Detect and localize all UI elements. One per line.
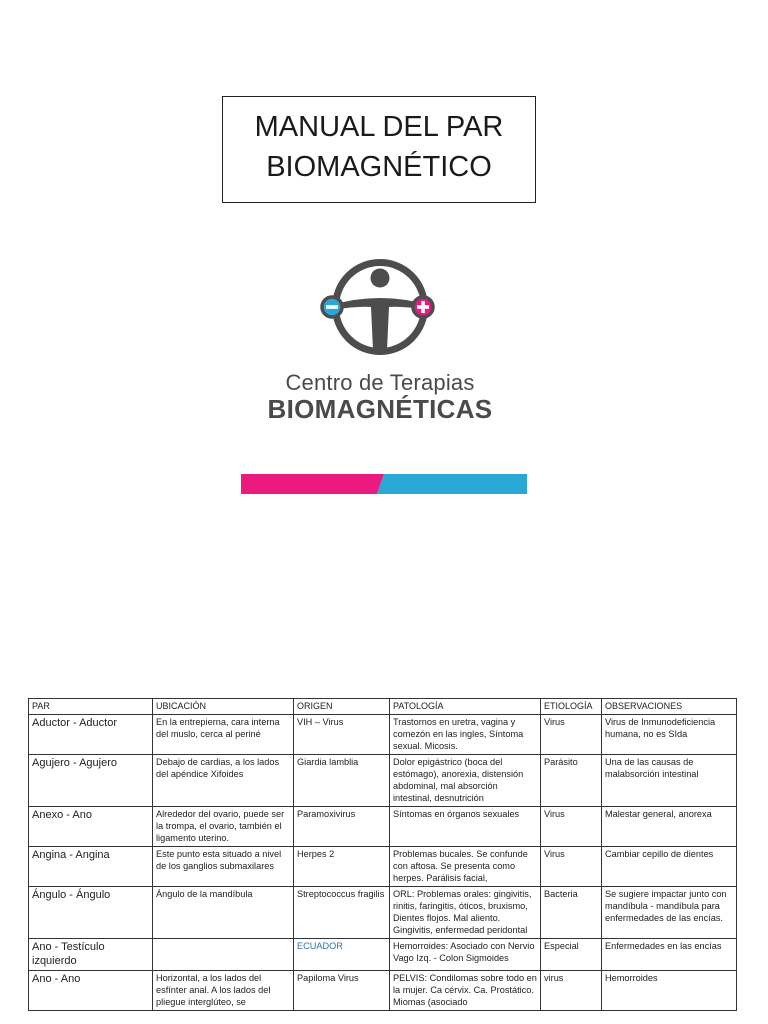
cell-etiologia: Especial [541,939,602,971]
table-row [29,807,737,847]
cell-origen-link[interactable]: ECUADOR [294,939,390,971]
document-title-line-1: MANUAL DEL PAR [254,111,504,143]
cell-ubicacion: Horizontal, a los lados del esfínter anal. A los lados del pliegue interglúteo, se [153,971,294,1011]
cell-par: Aductor - Aductor [29,715,153,755]
cell-ubicacion: En la entrepierna, cara interna del muslo, cerca al periné [153,715,294,755]
cell-etiologia: Bacteria [541,887,602,939]
brand-bar-pink [241,474,384,494]
cell-ubicacion [153,939,294,971]
cell-par: Ano - Testículo izquierdo [29,939,153,971]
cell-par: Angina - Angina [29,847,153,887]
cell-par: Anexo - Ano [29,807,153,847]
cell-origen: Streptococcus fragilis [294,887,390,939]
cell-origen: VIH – Virus [294,715,390,755]
cell-patologia: Dolor epigástrico (boca del estómago), anorexia, distensión abdominal, mal absorción intestinal, desnutrición [390,755,541,807]
cell-etiologia: virus [541,971,602,1011]
cell-etiologia: Virus [541,715,602,755]
cell-origen: Papiloma Virus [294,971,390,1011]
brand-color-bar [241,474,527,494]
cell-observaciones: Cambiar cepillo de dientes [602,847,737,887]
cell-ubicacion: Alrededor del ovario, puede ser la trompa, el ovario, también el ligamento uterino. [153,807,294,847]
header-origen: ORIGEN [294,699,390,715]
cell-observaciones: Virus de Inmunodeficiencia humana, no es SIda [602,715,737,755]
logo-text-line-1: Centro de Terapias [285,370,475,395]
brand-bar-blue [377,474,527,494]
cell-observaciones: Enfermedades en las encías [602,939,737,971]
cell-patologia: Hemorroides: Asociado con Nervio Vago Izq. - Colon Sigmoides [390,939,541,971]
header-etiologia: ETIOLOGÍA [541,699,602,715]
cell-observaciones: Se sugiere impactar junto con mandíbula - mandíbula para enfermedades de las encías. [602,887,737,939]
cell-observaciones: Hemorroides [602,971,737,1011]
cell-origen: Giardia lamblia [294,755,390,807]
cell-ubicacion: Este punto esta situado a nivel de los ganglios submaxilares [153,847,294,887]
cell-ubicacion: Ángulo de la mandíbula [153,887,294,939]
cell-patologia: Trastornos en uretra, vagina y comezón en las ingles, Síntoma sexual. Micosis. [390,715,541,755]
table-row [29,971,737,1011]
cell-etiologia: Virus [541,807,602,847]
logo-head [371,269,390,288]
document-title-line-2: BIOMAGNÉTICO [266,151,492,183]
cell-par: Ángulo - Ángulo [29,887,153,939]
table-row [29,887,737,939]
cell-etiologia: Virus [541,847,602,887]
cell-patologia: Síntomas en órganos sexuales [390,807,541,847]
logo-text-line-2: BIOMAGNÉTICAS [267,394,493,424]
cell-patologia: Problemas bucales. Se confunde con aftosa. Se presenta como herpes. Parálisis facial, [390,847,541,887]
biomagnetic-figure-icon [318,258,440,358]
cell-ubicacion: Debajo de cardias, a los lados del apéndice Xifoides [153,755,294,807]
table-row [29,755,737,807]
cell-origen: Paramoxivirus [294,807,390,847]
table-row [29,939,737,971]
header-patologia: PATOLOGÍA [390,699,541,715]
cell-par: Agujero - Agujero [29,755,153,807]
cell-patologia: PELVIS: Condilomas sobre todo en la mujer. Ca cérvix. Ca. Prostático. Miomas (asociado [390,971,541,1011]
cell-origen: Herpes 2 [294,847,390,887]
header-par: PAR [29,699,153,715]
header-ubicacion: UBICACIÓN [153,699,294,715]
par-table [28,698,737,1011]
table-header-row [29,699,737,715]
table-row [29,847,737,887]
table-row [29,715,737,755]
cell-etiologia: Parásito [541,755,602,807]
header-observaciones: OBSERVACIONES [602,699,737,715]
document-title-box [222,96,536,203]
cell-par: Ano - Ano [29,971,153,1011]
cell-patologia: ORL: Problemas orales: gingivitis, rinitis, faringitis, óticos, bruxismo, Dientes flojos. Mal aliento. Gingivitis, enfermedad peridontal [390,887,541,939]
cell-observaciones: Malestar general, anorexa [602,807,737,847]
cell-observaciones: Una de las causas de malabsorción intestinal [602,755,737,807]
